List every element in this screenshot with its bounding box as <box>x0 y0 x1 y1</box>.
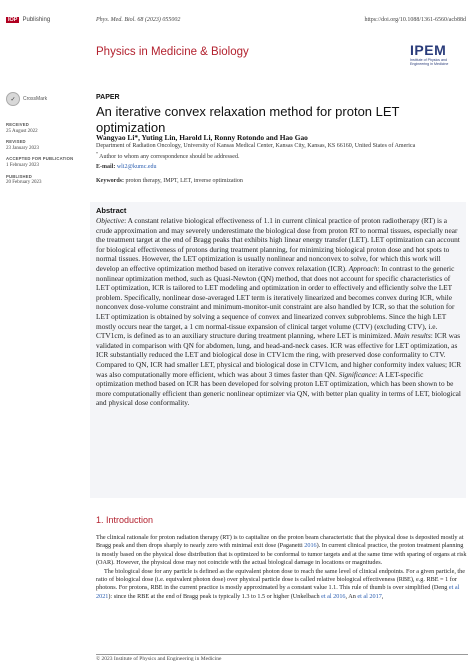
doi-link[interactable]: https://doi.org/10.1088/1361-6560/acb88d <box>364 17 466 23</box>
ipem-subtitle: Institute of Physics and Engineering in Medicine <box>410 58 449 66</box>
results-label: Main results <box>394 331 431 341</box>
intro-paragraph <box>96 534 468 568</box>
journal-reference: Phys. Med. Biol. 68 (2023) 055002 <box>96 17 181 23</box>
paper-type-label: PAPER <box>96 94 120 101</box>
iop-mark: IOP <box>8 17 18 23</box>
significance-label: Significance <box>338 369 376 379</box>
history-item <box>6 122 88 135</box>
intro-text: , An <box>345 592 358 600</box>
history-label: ACCEPTED FOR PUBLICATION <box>6 156 74 162</box>
affiliation-text: Department of Radiation Oncology, University of Kansas Medical Center, Kansas City, Kansas, KS 66160, United States of America <box>96 143 416 149</box>
page-header <box>0 0 474 40</box>
keywords-label: Keywords: <box>96 178 124 184</box>
article-title: An iterative convex relaxation method for proton LET optimization <box>96 104 400 135</box>
introduction-body <box>96 534 468 601</box>
history-date: 25 August 2022 <box>6 128 38 134</box>
history-date: 23 January 2023 <box>6 145 40 151</box>
objective-label: Objective <box>96 216 125 225</box>
author-list: Wangyao Li*, Yuting Lin, Harold Li, Ronny Rotondo and Hao Gao <box>96 133 308 142</box>
ipem-mark: IPEM <box>410 42 447 58</box>
citation-link[interactable]: et al 2021 <box>96 584 460 600</box>
publisher-name: Publishing <box>22 17 51 23</box>
intro-paragraph <box>96 568 468 602</box>
crossmark-icon: ✓ <box>6 92 20 106</box>
intro-text: ). In current clinical practice, the proton treatment planning is mostly based on the physical dose distribution that is optimized to be conformal to tumor targets and at the same time with sparing of organs at risk (OAR). However, the physical dose may not coincide with the actual biological damage in locations or magnitudes. <box>96 542 467 567</box>
history-label: RECEIVED <box>6 122 30 127</box>
keywords-value: proton therapy, IMPT, LET, inverse optimization <box>125 178 243 184</box>
intro-text: ): since the RBE at the end of Bragg peak is typically 1.3 to 1.5 or higher (Unkelbach <box>108 592 322 600</box>
crossmark-label: CrossMark <box>23 96 48 102</box>
history-item <box>6 174 88 187</box>
abstract-body: Objective: A constant relative biological effectiveness of 1.1 in current clinical practice of proton radiotherapy (RT) is a crude approximation and may severely underestimate the biological dose from proton RT to normal tissues, especially near the treatment target at the end of Bragg peaks that exhibits high linear energy transfer (LET). LET optimization can account for biological effectiveness of protons during treatment planning, for minimizing biological proton dose and hot spots to normal tissues. However, the LET optimization is usually nonlinear and nonconvex to solve, for which this work will develop an effective optimization method based on iterative convex relaxation (ICR). Approach: In contrast to the generic nonlinear optimization method, such as Quasi-Newton (QN) method, that does not account for specific characteristics of LET optimization, ICR is tailored to LET modeling and optimization in order to effectively and efficiently solve the LET problem. Specifically, nonlinear dose-averaged LET term is iteratively linearized and becomes convex during ICR, while nonconvex dose-volume constraint and minimum-monitor-unit constraint are also handled by ICR, so that the solution for LET optimization is obtained by solving a sequence of convex and linearized convex subproblems. Since the high LET mostly occurs near the target, a 1 cm normal-tissue expansion of clinical target volume (CTV) (excluding CTV), i.e. CTV1cm, is defined as to an auxiliary structure during treatment planning, where LET is minimized. Main results: ICR was validated in comparison with QN for abdomen, lung, and head-and-neck cases. ICR was effective for LET optimization, as ICR substantially reduced the LET and biological dose in CTV1cm the ring, with preserved dose conformality to CTV. Compared to QN, ICR had smaller LET, physical and biological dose in CTV1cm, and higher conformity index values; ICR was also computationally more efficient, which was about 3 times faster than QN. Significance: A LET-specific optimization method based on ICR has been developed for solving proton LET optimization, which has been shown to be more computationally efficient than generic nonlinear optimizer via QN, with better plan quality in terms of LET, biological and physical dose conformality. <box>96 216 462 408</box>
keywords-line <box>96 178 468 184</box>
intro-text: The biological dose for any particle is defined as the equivalent photon dose to reach the same level of clinical endpoints. For a given particle, the ratio of biological dose (i.e. equivalent photon dose) over physical particle dose is called relative biological effectiveness (RBE), e.g. RBE = 1 for photons. For protons, RBE in the current practice is mostly approximated by a constant value 1.1. This rule of thumb is over simplified (Deng <box>96 567 465 592</box>
intro-text: , <box>381 592 384 600</box>
article-history <box>6 122 88 191</box>
results-text: ICR was validated in comparison with QN for abdomen, lung, and head-and-neck cases. ICR was effective for LET optimization, as ICR substantially reduced the LET and biological dose in CTV1cm the ring, with preserved dose conformality to CTV. Compared to QN, ICR had smaller LET, physical and biological dose in CTV1cm, and higher conformity index values; ICR was also computationally more efficient, which was about 3 times faster than QN. <box>96 331 462 379</box>
email-link[interactable]: wli2@kumc.edu <box>116 164 157 170</box>
section-heading-introduction: 1. Introduction <box>96 515 154 525</box>
objective-text: A constant relative biological effectiveness of 1.1 in current clinical practice of proton radiotherapy (RT) is a crude approximation and may severely underestimate the biological dose from proton RT to normal tissues, especially near the treatment target at the end of Bragg peaks that exhibits high linear energy transfer (LET). LET optimization can account for biological effectiveness of protons during treatment planning, for minimizing biological proton dose and hot spots to normal tissues. However, the LET optimization is usually nonlinear and nonconvex to solve, for which this work will develop an effective optimization method based on iterative convex relaxation (ICR). <box>96 216 460 273</box>
abstract-heading: Abstract <box>96 206 127 215</box>
citation-link[interactable]: 2016 <box>304 542 317 550</box>
history-label: PUBLISHED <box>6 173 32 179</box>
citation-link[interactable]: et al 2016 <box>321 592 346 600</box>
history-label: REVISED <box>6 139 26 145</box>
email-line <box>96 164 157 170</box>
citation-link[interactable]: et al 2017 <box>357 592 382 600</box>
history-date: 20 February 2023 <box>6 180 42 186</box>
iop-publishing-logo[interactable] <box>6 17 50 23</box>
crossmark-badge[interactable] <box>6 92 47 106</box>
email-label: E-mail: <box>96 164 116 170</box>
history-item <box>6 139 88 152</box>
abstract-box <box>90 202 466 498</box>
approach-label: Approach <box>348 263 378 273</box>
corresponding-note: * Author to whom any correspondence should be addressed. <box>96 151 240 161</box>
journal-title[interactable]: Physics in Medicine & Biology <box>96 46 249 58</box>
footer-divider <box>96 654 468 655</box>
history-item <box>6 156 88 169</box>
significance-text: A LET-specific optimization method based on ICR has been developed for solving proton LET optimization, which has been shown to be more computationally efficient than generic nonlinear optimizer via QN, with better plan quality in terms of LET, biological and physical dose conformality. <box>96 369 461 408</box>
intro-text: The clinical rationale for proton radiation therapy (RT) is to capitalize on the proton beam characteristic that the physical dose is deposited mostly at Bragg peak and then drops sharply to nearly zero with minimal exit dose (Paganetti <box>96 534 464 550</box>
corresponding-text: Author to whom any correspondence should be addressed. <box>99 154 240 161</box>
ipem-logo[interactable] <box>410 42 460 66</box>
affiliation <box>96 143 468 162</box>
copyright-footer: © 2023 Institute of Physics and Engineering in Medicine <box>96 656 222 662</box>
history-date: 1 February 2023 <box>6 162 40 168</box>
approach-text: In contrast to the generic nonlinear optimization method, such as Quasi-Newton (QN) method, that does not account for specific characteristics of LET optimization, ICR is tailored to LET modeling and optimization in order to effectively and efficiently solve the LET problem. Specifically, nonlinear dose-averaged LET term is iteratively linearized and becomes convex during ICR, while nonconvex dose-volume constraint and minimum-monitor-unit constraint are also handled by ICR, so that the solution for LET optimization is obtained by solving a sequence of convex and linearized convex subproblems. Since the high LET mostly occurs near the target, a 1 cm normal-tissue expansion of clinical target volume (CTV) (excluding CTV), i.e. CTV1cm, is defined as to an auxiliary structure during treatment planning, where LET is minimized. <box>96 263 455 341</box>
